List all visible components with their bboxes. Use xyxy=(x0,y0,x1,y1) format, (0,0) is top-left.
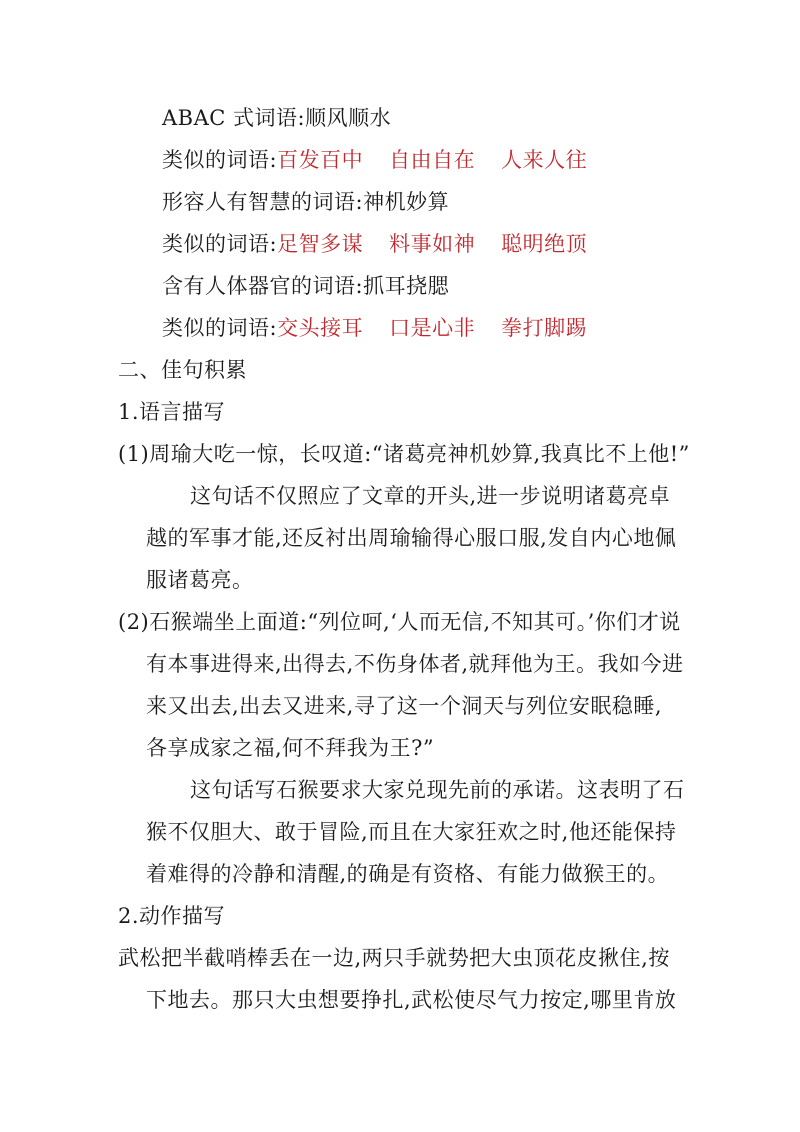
quote-line: (2)石猴端坐上面道:“列位呵,‘人而无信,不知其可。’你们才说 xyxy=(118,610,681,634)
abac-line xyxy=(162,104,391,132)
quote-line: 各享成家之福,何不拜我为王?” xyxy=(146,736,435,760)
similar-word: 聪明绝顶 xyxy=(501,232,588,256)
organ-value: 抓耳挠腮 xyxy=(363,274,450,298)
abac-label: ABAC 式词语: xyxy=(162,106,306,130)
similar-line-2 xyxy=(162,230,587,258)
section-heading: 二、佳句积累 xyxy=(118,358,247,382)
similar-word: 拳打脚踢 xyxy=(501,316,588,340)
subheading-action: 2.动作描写 xyxy=(118,904,226,928)
wisdom-value: 神机妙算 xyxy=(363,190,450,214)
similar-label-1: 类似的词语: xyxy=(162,148,278,172)
wisdom-line xyxy=(162,188,449,216)
abac-value: 顺风顺水 xyxy=(305,106,392,130)
passage-line: 武松把半截哨棒丢在一边,两只手就势把大虫顶花皮揪住,按 xyxy=(118,946,670,970)
commentary-line: 服诸葛亮。 xyxy=(146,568,254,592)
commentary-line: 这句话不仅照应了文章的开头,进一步说明诸葛亮卓 xyxy=(190,484,671,508)
similar-word: 交头接耳 xyxy=(277,316,364,340)
similar-word: 料事如神 xyxy=(389,232,476,256)
quote-line: (1)周瑜大吃一惊，长叹道:“诸葛亮神机妙算,我真比不上他!” xyxy=(118,442,690,466)
commentary-line: 猴不仅胆大、敢于冒险,而且在大家狂欢之时,他还能保持 xyxy=(146,820,677,844)
quote-line: 有本事进得来,出得去,不伤身体者,就拜他为王。我如今进 xyxy=(146,652,684,676)
organ-label: 含有人体器官的词语: xyxy=(162,274,364,298)
similar-line-1 xyxy=(162,146,587,174)
organ-line xyxy=(162,272,449,300)
similar-line-3 xyxy=(162,314,587,342)
commentary-line: 着难得的冷静和清醒,的确是有资格、有能力做猴王的。 xyxy=(146,862,670,886)
passage-line: 下地去。那只大虫想要挣扎,武松使尽气力按定,哪里肯放 xyxy=(146,988,677,1012)
similar-word: 口是心非 xyxy=(389,316,476,340)
similar-word: 人来人往 xyxy=(501,148,588,172)
similar-word: 足智多谋 xyxy=(277,232,364,256)
similar-word: 自由自在 xyxy=(389,148,476,172)
subheading-language: 1.语言描写 xyxy=(118,400,226,424)
similar-label-3: 类似的词语: xyxy=(162,316,278,340)
similar-word: 百发百中 xyxy=(277,148,364,172)
similar-label-2: 类似的词语: xyxy=(162,232,278,256)
commentary-line: 这句话写石猴要求大家兑现先前的承诺。这表明了石 xyxy=(190,778,685,802)
wisdom-label: 形容人有智慧的词语: xyxy=(162,190,364,214)
quote-line: 来又出去,出去又进来,寻了这一个洞天与列位安眠稳睡, xyxy=(146,694,663,718)
commentary-line: 越的军事才能,还反衬出周瑜输得心服口服,发自内心地佩 xyxy=(146,526,677,550)
